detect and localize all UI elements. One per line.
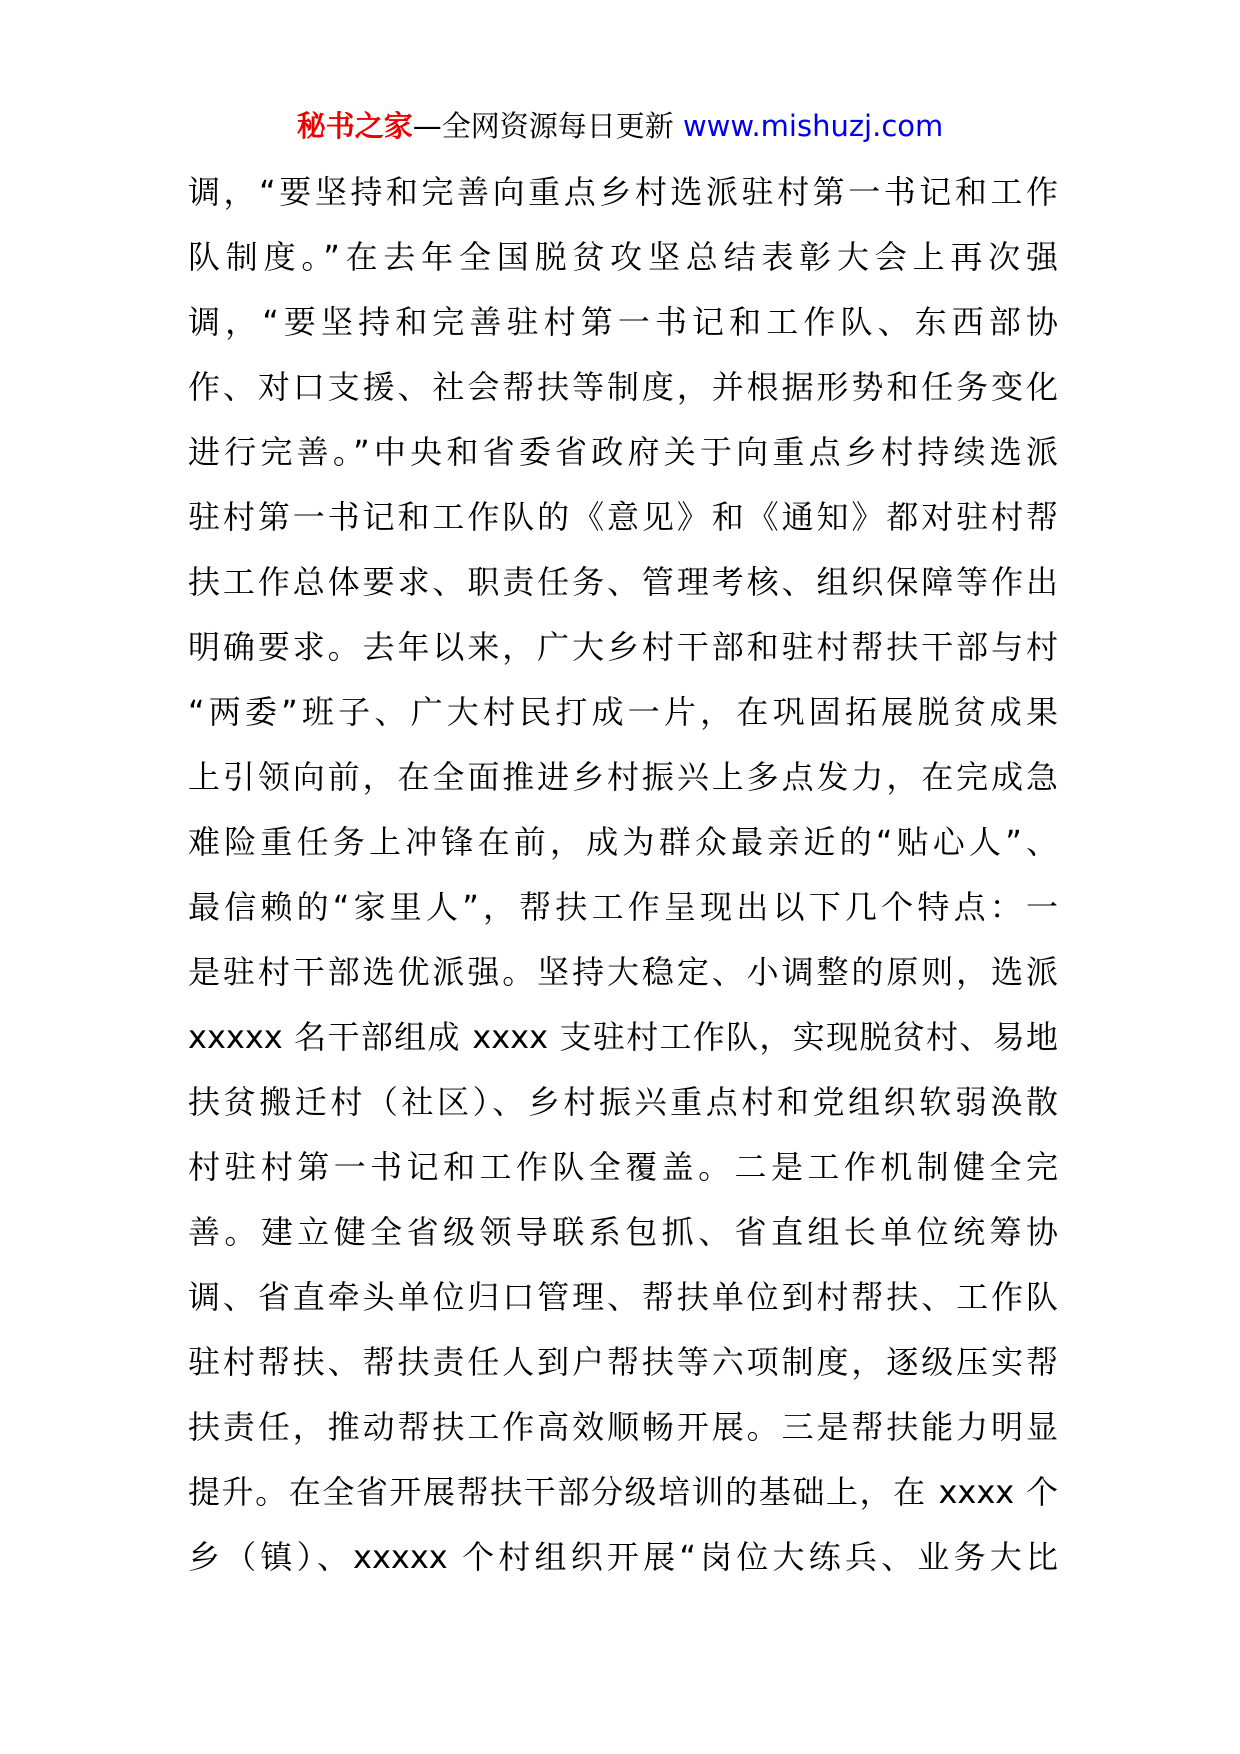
site-header — [0, 96, 1240, 156]
text-line: 调、省直牵头单位归口管理、帮扶单位到村帮扶、工作队 — [188, 1278, 1058, 1316]
text-line: 进行完善。”中央和省委省政府关于向重点乡村持续选派 — [188, 433, 1058, 471]
text-line: 调，“要坚持和完善驻村第一书记和工作队、东西部协 — [188, 303, 1058, 341]
text-line: 难险重任务上冲锋在前，成为群众最亲近的“贴心人”、 — [188, 823, 1058, 861]
text-line: 队制度。”在去年全国脱贫攻坚总结表彰大会上再次强 — [188, 238, 1058, 276]
text-line: 善。建立健全省级领导联系包抓、省直组长单位统筹协 — [188, 1213, 1058, 1251]
text-line: 是驻村干部选优派强。坚持大稳定、小调整的原则，选派 — [188, 953, 1058, 991]
text-line: 驻村第一书记和工作队的《意见》和《通知》都对驻村帮 — [188, 498, 1058, 536]
site-tagline: —全网资源每日更新 — [412, 109, 674, 143]
text-line: 村驻村第一书记和工作队全覆盖。二是工作机制健全完 — [188, 1148, 1058, 1186]
text-line: “两委”班子、广大村民打成一片，在巩固拓展脱贫成果 — [188, 693, 1058, 731]
document-body — [188, 160, 1058, 1590]
site-brand: 秘书之家 — [296, 109, 413, 143]
text-line: 扶工作总体要求、职责任务、管理考核、组织保障等作出 — [188, 563, 1058, 601]
text-line: 调，“要坚持和完善向重点乡村选派驻村第一书记和工作 — [188, 173, 1058, 211]
text-line: 驻村帮扶、帮扶责任人到户帮扶等六项制度，逐级压实帮 — [188, 1343, 1058, 1381]
text-line: 上引领向前，在全面推进乡村振兴上多点发力，在完成急 — [188, 758, 1058, 796]
text-line: 扶责任，推动帮扶工作高效顺畅开展。三是帮扶能力明显 — [188, 1408, 1058, 1446]
text-line: 作、对口支援、社会帮扶等制度，并根据形势和任务变化 — [188, 368, 1058, 406]
text-line: 最信赖的“家里人”，帮扶工作呈现出以下几个特点：一 — [188, 888, 1058, 926]
text-line: 明确要求。去年以来，广大乡村干部和驻村帮扶干部与村 — [188, 628, 1058, 666]
site-url-link[interactable]: www.mishuzj.com — [682, 109, 944, 143]
text-line: 乡（镇）、xxxxx 个村组织开展“岗位大练兵、业务大比 — [188, 1538, 1058, 1576]
text-line: 提升。在全省开展帮扶干部分级培训的基础上，在 xxxx 个 — [188, 1473, 1058, 1511]
text-line: 扶贫搬迁村（社区）、乡村振兴重点村和党组织软弱涣散 — [188, 1083, 1058, 1121]
text-line: xxxxx 名干部组成 xxxx 支驻村工作队，实现脱贫村、易地 — [188, 1018, 1058, 1056]
